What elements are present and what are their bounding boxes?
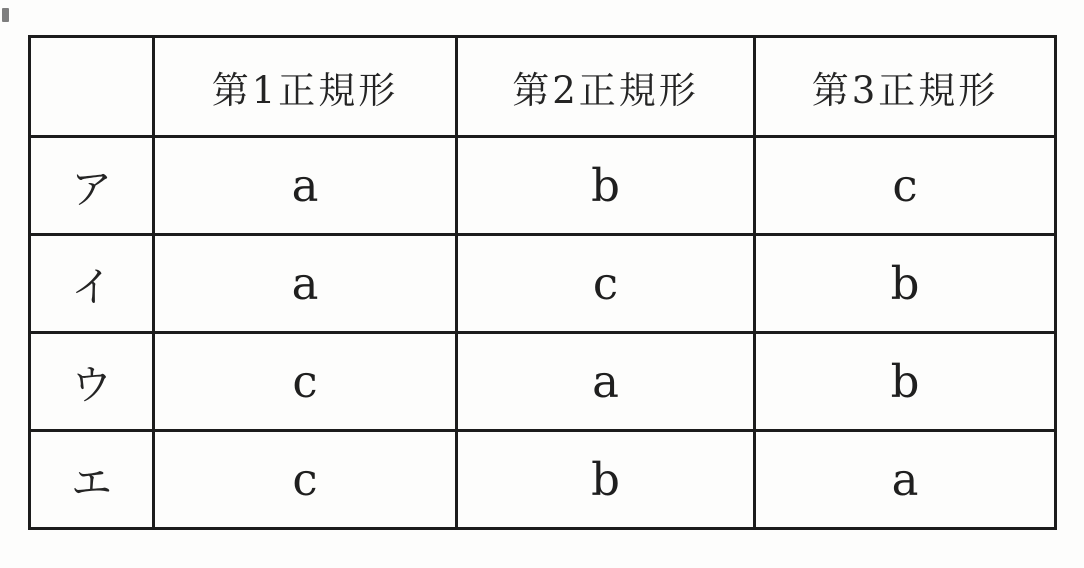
table-cell: c bbox=[755, 137, 1056, 235]
table-row-u bbox=[30, 333, 1056, 431]
column-header-2nd-normal-form: 第2正規形 bbox=[457, 37, 755, 137]
row-label-u: ウ bbox=[30, 333, 154, 431]
table-cell: b bbox=[457, 431, 755, 529]
table-row-i bbox=[30, 235, 1056, 333]
table-cell: a bbox=[154, 235, 457, 333]
header-row bbox=[30, 37, 1056, 137]
row-label-e: エ bbox=[30, 431, 154, 529]
row-label-a: ア bbox=[30, 137, 154, 235]
column-header-3rd-normal-form: 第3正規形 bbox=[755, 37, 1056, 137]
normal-form-table bbox=[28, 35, 1057, 530]
table-cell: c bbox=[457, 235, 755, 333]
table-cell: b bbox=[755, 235, 1056, 333]
table-cell: c bbox=[154, 431, 457, 529]
table-cell: a bbox=[154, 137, 457, 235]
table-cell: b bbox=[755, 333, 1056, 431]
table-cell: a bbox=[755, 431, 1056, 529]
table-cell: b bbox=[457, 137, 755, 235]
table-cell: a bbox=[457, 333, 755, 431]
row-label-i: イ bbox=[30, 235, 154, 333]
column-header-1st-normal-form: 第1正規形 bbox=[154, 37, 457, 137]
scan-artifact-speck bbox=[2, 8, 9, 22]
table-row-e bbox=[30, 431, 1056, 529]
table-row-a bbox=[30, 137, 1056, 235]
corner-blank-cell bbox=[30, 37, 154, 137]
table-cell: c bbox=[154, 333, 457, 431]
normal-form-table-container bbox=[28, 35, 1057, 530]
